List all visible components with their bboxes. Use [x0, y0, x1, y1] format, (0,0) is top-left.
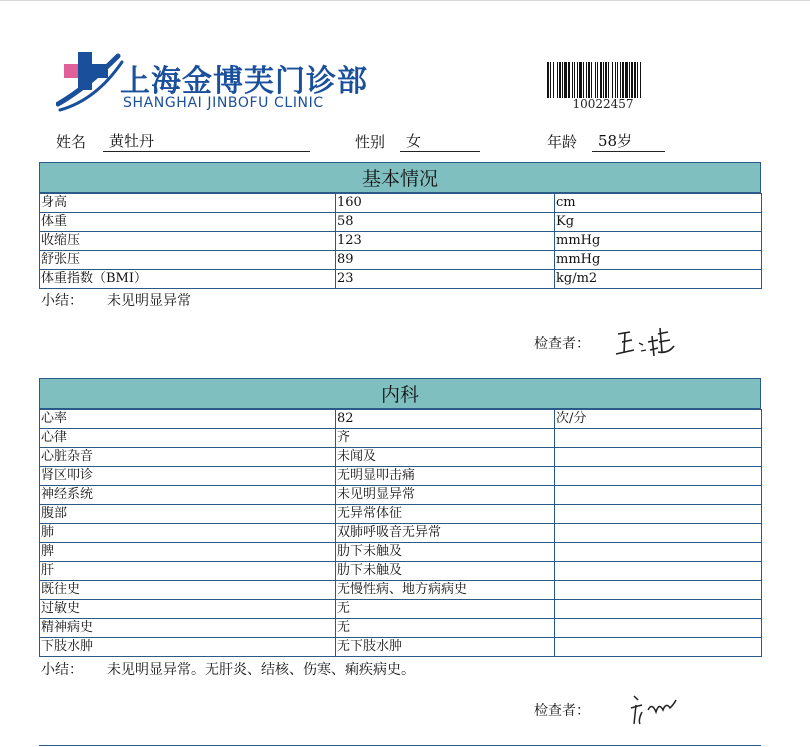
barcode-bar [557, 62, 558, 98]
table-row [40, 486, 762, 505]
row-unit-cell [555, 638, 762, 657]
page-top-border [0, 0, 810, 1]
row-item-cell: 腹部 [40, 505, 336, 524]
row-unit-cell [555, 467, 762, 486]
row-unit-cell: mmHg [555, 232, 762, 251]
row-value-cell: 无 [336, 600, 555, 619]
row-value-cell: 齐 [336, 429, 555, 448]
gender-label: 性别 [355, 133, 386, 151]
barcode-bar [608, 62, 609, 98]
barcode-bar [574, 62, 575, 98]
internal-summary-text: 未见明显异常。无肝炎、结核、伤寒、痢疾病史。 [107, 662, 415, 678]
basic-examiner-label: 检查者： [534, 336, 590, 352]
internal-examiner-signature [628, 690, 678, 728]
row-unit-cell: cm [555, 194, 762, 213]
row-unit-cell: 次/分 [555, 410, 762, 429]
table-row [40, 213, 762, 232]
barcode-icon [547, 62, 719, 98]
basic-table [39, 193, 762, 289]
row-item-cell: 肝 [40, 562, 336, 581]
row-value-cell: 无明显叩击痛 [336, 467, 555, 486]
row-unit-cell [555, 543, 762, 562]
row-value-cell: 无下肢水肿 [336, 638, 555, 657]
gender-value: 女 [400, 130, 480, 152]
row-item-cell: 既往史 [40, 581, 336, 600]
internal-examiner-label: 检查者： [534, 703, 590, 719]
row-value-cell: 肋下未触及 [336, 562, 555, 581]
barcode-bar [595, 62, 596, 98]
row-item-cell: 下肢水肿 [40, 638, 336, 657]
barcode-bar [597, 62, 598, 98]
name-label: 姓名 [56, 133, 87, 151]
barcode-bar [547, 62, 549, 98]
barcode-bar [634, 62, 636, 98]
table-row [40, 638, 762, 657]
barcode-bar [612, 62, 613, 98]
row-item-cell: 心律 [40, 429, 336, 448]
row-item-cell: 体重 [40, 213, 336, 232]
row-value-cell: 双肺呼吸音无异常 [336, 524, 555, 543]
row-item-cell: 过敏史 [40, 600, 336, 619]
row-unit-cell [555, 429, 762, 448]
barcode-bar [625, 62, 628, 98]
table-row [40, 505, 762, 524]
barcode-bar [564, 62, 567, 98]
basic-summary-label: 小结： [41, 293, 83, 309]
row-value-cell: 未见明显异常 [336, 486, 555, 505]
row-unit-cell [555, 524, 762, 543]
row-unit-cell [555, 505, 762, 524]
row-item-cell: 收缩压 [40, 232, 336, 251]
table-row [40, 562, 762, 581]
table-row [40, 448, 762, 467]
barcode-bar [600, 62, 602, 98]
table-row [40, 410, 762, 429]
table-row [40, 429, 762, 448]
table-row [40, 600, 762, 619]
row-item-cell: 身高 [40, 194, 336, 213]
row-unit-cell: kg/m2 [555, 270, 762, 289]
row-item-cell: 神经系统 [40, 486, 336, 505]
page-bottom-rule [39, 745, 761, 746]
table-row [40, 543, 762, 562]
barcode-bar [577, 62, 578, 98]
barcode-bar [559, 62, 561, 98]
barcode-bar [615, 62, 616, 98]
row-unit-cell: Kg [555, 213, 762, 232]
row-item-cell: 精神病史 [40, 619, 336, 638]
row-item-cell: 体重指数（BMI） [40, 270, 336, 289]
barcode-bar [637, 62, 638, 98]
barcode-bar [562, 62, 563, 98]
table-row [40, 232, 762, 251]
barcode-bar [553, 62, 554, 98]
barcode-bar [591, 62, 592, 98]
basic-examiner-signature [612, 322, 676, 360]
barcode-bar [622, 62, 624, 98]
row-unit-cell [555, 486, 762, 505]
row-unit-cell [555, 619, 762, 638]
row-unit-cell: mmHg [555, 251, 762, 270]
row-value-cell: 58 [336, 213, 555, 232]
barcode-number: 10022457 [572, 97, 634, 111]
basic-summary-text: 未见明显异常 [107, 293, 191, 309]
row-unit-cell [555, 600, 762, 619]
row-value-cell: 89 [336, 251, 555, 270]
row-value-cell: 无 [336, 619, 555, 638]
barcode-bar [620, 62, 621, 98]
table-row [40, 467, 762, 486]
barcode-bar [640, 62, 641, 98]
name-value: 黄牡丹 [103, 130, 310, 152]
table-row [40, 581, 762, 600]
barcode-bar [583, 62, 584, 98]
barcode-bar [631, 62, 633, 98]
row-item-cell: 心率 [40, 410, 336, 429]
age-label: 年龄 [547, 133, 578, 151]
table-row [40, 270, 762, 289]
row-item-cell: 舒张压 [40, 251, 336, 270]
internal-section-title: 内科 [39, 378, 761, 409]
table-row [40, 194, 762, 213]
row-value-cell: 无慢性病、地方病病史 [336, 581, 555, 600]
internal-table [39, 409, 762, 657]
basic-section [39, 162, 761, 289]
internal-section [39, 378, 761, 657]
row-item-cell: 肾区叩诊 [40, 467, 336, 486]
barcode-bar [550, 62, 551, 98]
row-value-cell: 82 [336, 410, 555, 429]
row-unit-cell [555, 448, 762, 467]
row-unit-cell [555, 581, 762, 600]
barcode-bar [605, 62, 607, 98]
barcode-bar [629, 62, 630, 98]
row-value-cell: 23 [336, 270, 555, 289]
barcode-bar [579, 62, 582, 98]
row-item-cell: 心脏杂音 [40, 448, 336, 467]
clinic-name-en: SHANGHAI JINBOFU CLINIC [123, 95, 324, 111]
row-value-cell: 123 [336, 232, 555, 251]
basic-section-title: 基本情况 [39, 162, 761, 193]
barcode-bar [568, 62, 570, 98]
row-unit-cell [555, 562, 762, 581]
age-value: 58岁 [592, 130, 665, 152]
table-row [40, 251, 762, 270]
barcode-bar [617, 62, 618, 98]
internal-summary-label: 小结： [41, 662, 83, 678]
row-item-cell: 肺 [40, 524, 336, 543]
barcode-bar [572, 62, 573, 98]
barcode-bar [586, 62, 587, 98]
row-value-cell: 无异常体征 [336, 505, 555, 524]
row-value-cell: 160 [336, 194, 555, 213]
barcode-bar [588, 62, 590, 98]
internal-summary [41, 659, 415, 679]
table-row [40, 619, 762, 638]
row-value-cell: 肋下未触及 [336, 543, 555, 562]
row-item-cell: 脾 [40, 543, 336, 562]
basic-summary [41, 290, 191, 310]
clinic-name-cn: 上海金博芙门诊部 [120, 64, 368, 99]
row-value-cell: 未闻及 [336, 448, 555, 467]
barcode-bar [603, 62, 604, 98]
table-row [40, 524, 762, 543]
